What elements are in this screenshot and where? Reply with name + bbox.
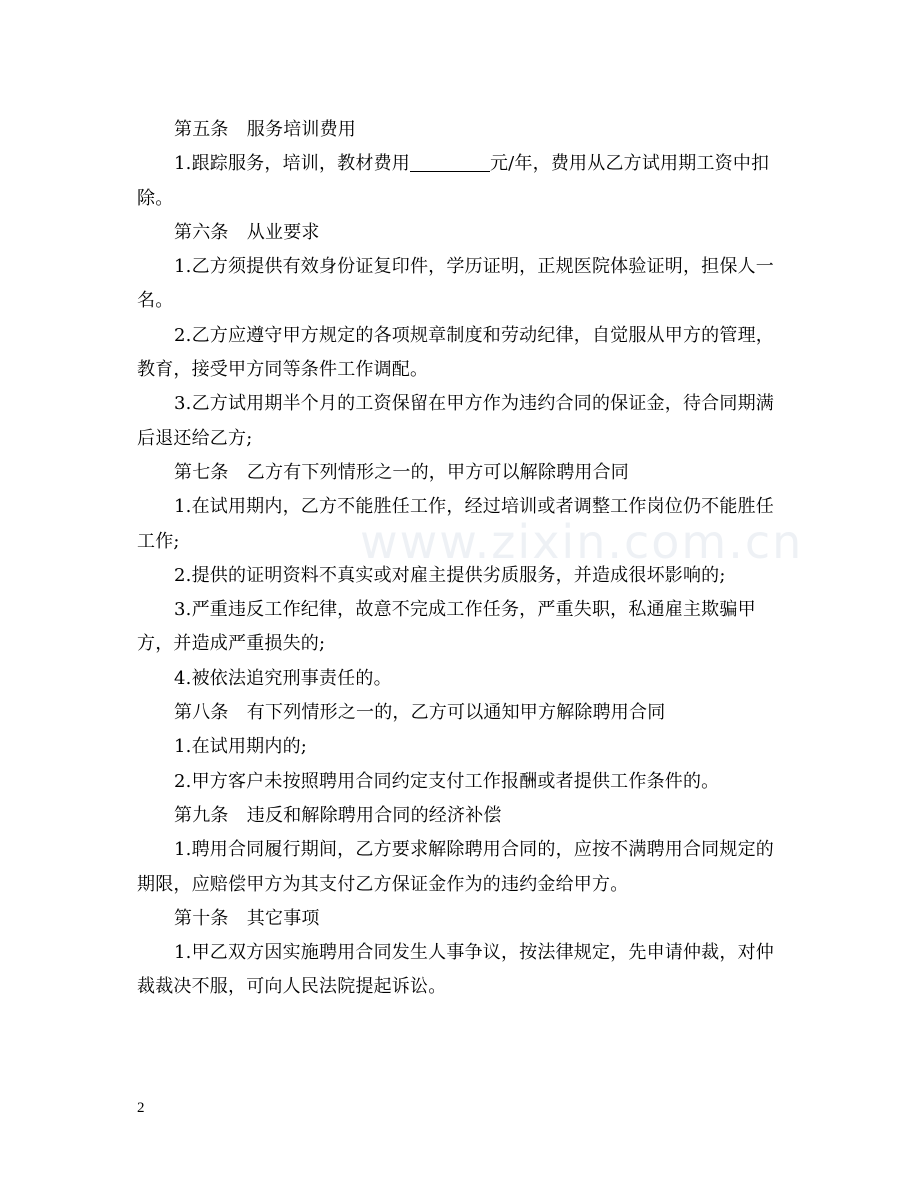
article-8-item-2: 2.甲方客户未按照聘用合同约定支付工作报酬或者提供工作条件的。: [174, 770, 720, 792]
article-6-item-2: 2.乙方应遵守甲方规定的各项规章制度和劳动纪律，自觉服从甲方的管理，: [174, 324, 774, 346]
article-6-heading: 第六条 从业要求: [174, 221, 320, 243]
article-5-item-1-text: 1.跟踪服务，培训，教材费用: [174, 153, 410, 175]
article-6-item-3-wrap: 后退还给乙方;: [137, 427, 253, 449]
article-6-item-3: 3.乙方试用期半个月的工资保留在甲方作为违约合同的保证金，待合同期满: [174, 393, 774, 415]
article-9-item-1: 1.聘用合同履行期间，乙方要求解除聘用合同的，应按不满聘用合同规定的: [174, 839, 774, 861]
article-5-item-1-wrap: 除。: [137, 187, 174, 209]
fee-blank-field: [410, 153, 490, 172]
article-9-heading: 第九条 违反和解除聘用合同的经济补偿: [174, 804, 502, 826]
article-7-item-3-wrap: 方，并造成严重损失的;: [137, 633, 326, 655]
article-5-heading: 第五条 服务培训费用: [174, 119, 356, 140]
article-7-item-1-wrap: 工作;: [137, 530, 180, 552]
watermark: www.zixin.com.cn: [360, 515, 804, 569]
article-8-heading: 第八条 有下列情形之一的，乙方可以通知甲方解除聘用合同: [174, 702, 666, 724]
article-7-heading: 第七条 乙方有下列情形之一的，甲方可以解除聘用合同: [174, 461, 629, 483]
article-7-item-1: 1.在试用期内，乙方不能胜任工作，经过培训或者调整工作岗位仍不能胜任: [174, 496, 774, 518]
article-8-item-1: 1.在试用期内的;: [174, 736, 308, 758]
article-5-item-1-text-cont: 元/年，费用从乙方试用期工资中扣: [489, 153, 770, 175]
article-6-item-1-wrap: 名。: [137, 290, 174, 312]
article-9-item-1-wrap: 期限，应赔偿甲方为其支付乙方保证金作为的违约金给甲方。: [137, 873, 629, 895]
article-6-item-2-wrap: 教育，接受甲方同等条件工作调配。: [137, 359, 429, 381]
document-body: [137, 113, 787, 1005]
article-10-item-1: 1.甲乙双方因实施聘用合同发生人事争议，按法律规定，先申请仲裁，对仲: [174, 942, 774, 964]
article-6-item-1: 1.乙方须提供有效身份证复印件，学历证明，正规医院体验证明，担保人一: [174, 256, 774, 278]
article-5-item-1: [137, 147, 787, 181]
article-7-item-2: 2.提供的证明资料不真实或对雇主提供劣质服务，并造成很坏影响的;: [174, 564, 726, 586]
article-10-heading: 第十条 其它事项: [174, 907, 320, 929]
article-10-item-1-wrap: 裁裁决不服，可向人民法院提起诉讼。: [137, 976, 447, 998]
page-number: 2: [137, 1100, 145, 1116]
article-7-item-3: 3.严重违反工作纪律，故意不完成工作任务，严重失职，私通雇主欺骗甲: [174, 599, 756, 621]
article-7-item-4: 4.被依法追究刑事责任的。: [174, 667, 392, 689]
